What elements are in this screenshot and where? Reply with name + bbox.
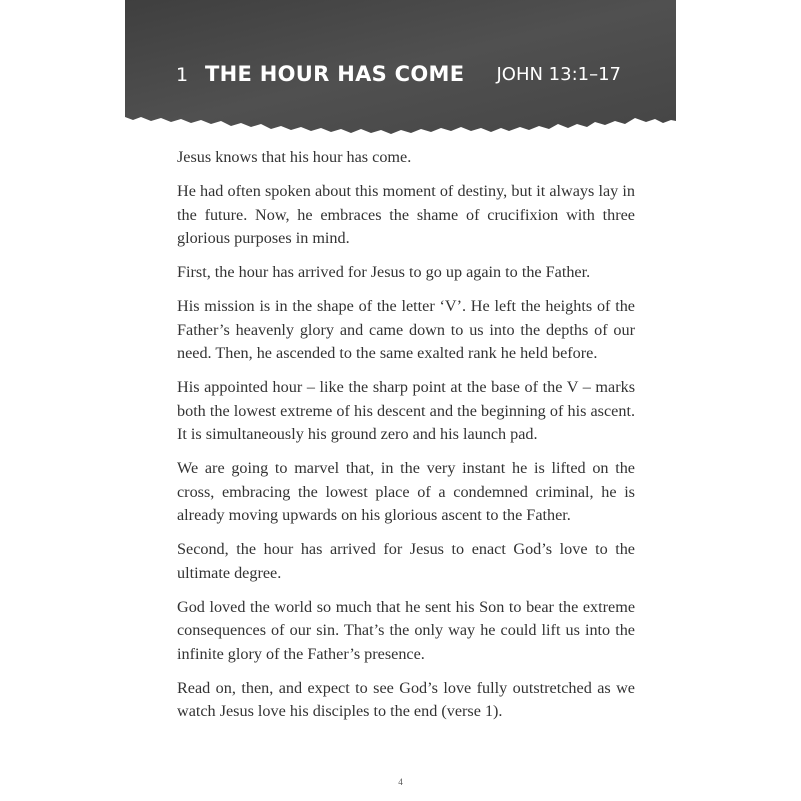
page-number: 4 (398, 777, 403, 787)
paragraph: His appointed hour – like the sharp point at the base of the V – marks both the lowest extreme of his descent and the beginning of his ascent. It is simultaneously his ground zero and his launch pad. (177, 378, 635, 443)
paragraph: First, the hour has arrived for Jesus to go up again to the Father. (177, 263, 591, 281)
paragraph: God loved the world so much that he sent his Son to bear the extreme consequences of our sin. That’s the only way he could lift us into the infinite glory of the Father’s presence. (177, 597, 635, 663)
paragraph: Second, the hour has arrived for Jesus to enact God’s love to the ultimate degree. (177, 540, 635, 582)
paragraph: Read on, then, and expect to see God’s love fully outstretched as we watch Jesus love his disciples to the end (verse 1). (177, 678, 635, 720)
paragraph: His mission is in the shape of the letter ‘V’. He left the heights of the Father’s heavenly glory and came down to us into the depths of our need. Then, he ascended to the same exalted rank he held before. (177, 297, 635, 362)
scripture-reference: JOHN 13:1–17 (496, 64, 621, 85)
chapter-header-banner (125, 0, 676, 140)
body-text (177, 146, 635, 734)
paragraph: We are going to marvel that, in the very instant he is lifted on the cross, embracing the lowest place of a condemned criminal, he is already moving upwards on his glorious ascent to the Father. (177, 459, 635, 524)
paragraph: Jesus knows that his hour has come. (177, 148, 412, 166)
paragraph: He had often spoken about this moment of destiny, but it always lay in the future. Now, he embraces the shame of crucifixion with three glorious purposes in mind. (177, 182, 635, 247)
chapter-title: THE HOUR HAS COME (205, 62, 465, 86)
book-page (125, 0, 676, 801)
chapter-number: 1 (176, 64, 189, 86)
